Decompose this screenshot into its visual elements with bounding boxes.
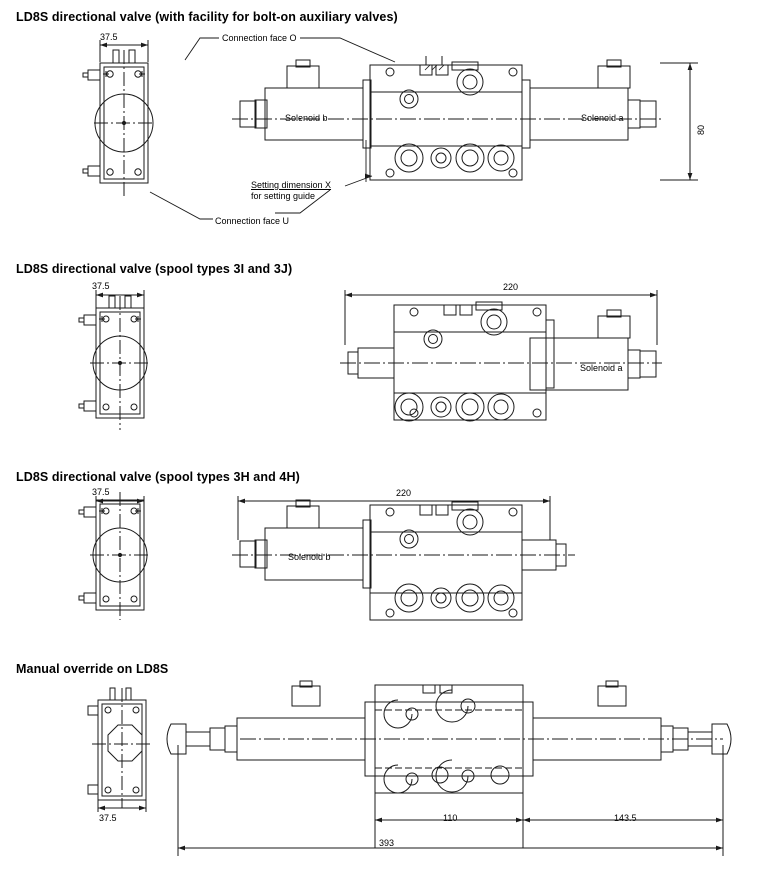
dim-line-37-5-s4 — [98, 800, 146, 812]
section-title-3: LD8S directional valve (spool types 3H and 4H) — [16, 470, 300, 484]
section-4-drawing — [88, 681, 731, 856]
label-solenoid-a-s1: Solenoid a — [581, 113, 624, 123]
section-title-2: LD8S directional valve (spool types 3I and 3J) — [16, 262, 293, 276]
label-setting-dimension-x: Setting dimension X — [251, 180, 332, 190]
dim-line-393-s4 — [178, 745, 723, 856]
dimension-37-5-s1: 37.5 — [100, 32, 118, 42]
label-solenoid-a-s2: Solenoid a — [580, 363, 623, 373]
dimension-143-5-s4: 143.5 — [614, 813, 637, 823]
dimension-393-s4: 393 — [379, 838, 395, 848]
section-1-drawing — [83, 38, 698, 219]
label-solenoid-b-s3: Solenoid b — [288, 552, 331, 562]
valve-body-2 — [340, 302, 662, 421]
label-connection-face-o: Connection face O — [222, 33, 297, 43]
section-title-4: Manual override on LD8S — [16, 662, 169, 676]
dim-line-220-s3 — [238, 496, 550, 540]
dimension-80-s1: 80 — [696, 124, 706, 135]
dim-line-143-5-s4 — [523, 745, 723, 848]
dimension-37-5-s3: 37.5 — [92, 487, 110, 497]
end-view-3 — [79, 492, 150, 620]
section-title-1: LD8S directional valve (with facility for bolt-on auxiliary valves) — [16, 10, 398, 24]
end-view-4 — [88, 688, 152, 808]
label-for-setting-guide: for setting guide — [251, 191, 316, 201]
dimension-220-s2: 220 — [503, 282, 519, 292]
dim-line-220-s2 — [345, 290, 657, 345]
dim-line-80-s1 — [660, 63, 698, 180]
label-connection-face-u: Connection face U — [215, 216, 290, 226]
dimension-37-5-s2: 37.5 — [92, 281, 110, 291]
dimension-220-s3: 220 — [396, 488, 412, 498]
section-2-drawing — [79, 290, 662, 430]
dimension-110-s4: 110 — [443, 813, 458, 823]
valve-body-3 — [232, 500, 575, 620]
end-view-1 — [83, 50, 154, 196]
end-view-2 — [79, 296, 150, 430]
valve-body-4 — [167, 681, 731, 793]
label-solenoid-b-s1: Solenoid b — [285, 113, 328, 123]
dimension-37-5-s4: 37.5 — [99, 813, 117, 823]
dim-line-37-5-s2 — [96, 290, 144, 308]
dim-line-37-5-s3 — [96, 496, 144, 514]
dim-line-37-5-s1 — [100, 40, 148, 62]
